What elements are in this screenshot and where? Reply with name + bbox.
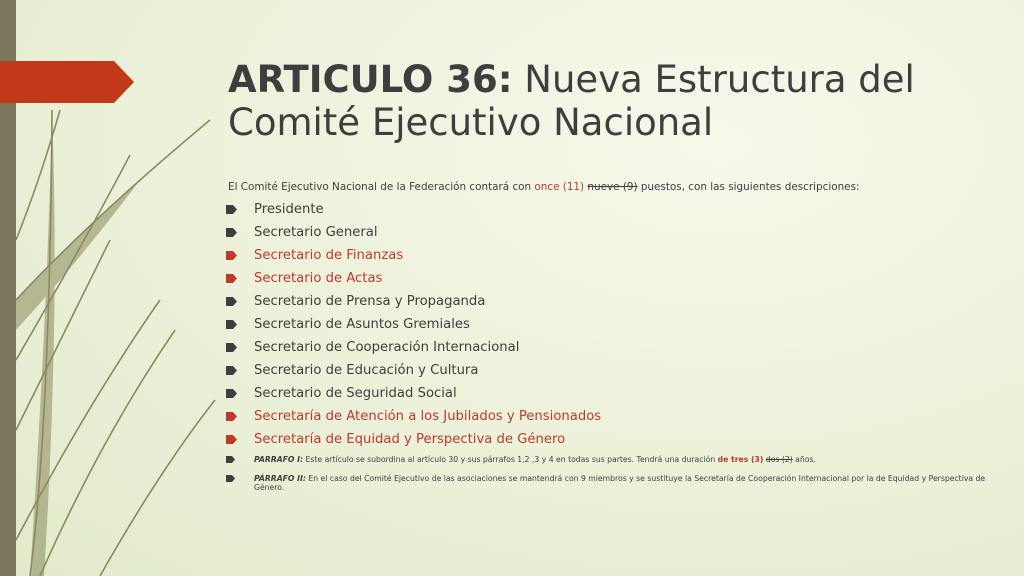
intro-old-count: nueve (9) bbox=[587, 181, 638, 193]
position-item bbox=[226, 198, 601, 221]
position-label: Secretario de Seguridad Social bbox=[254, 386, 457, 401]
position-item bbox=[226, 405, 601, 428]
arrow-bullet-icon bbox=[226, 455, 254, 464]
arrow-bullet-icon bbox=[226, 435, 254, 444]
paragraph-two bbox=[226, 474, 986, 492]
arrow-bullet-icon bbox=[226, 366, 254, 375]
arrow-bullet-icon bbox=[226, 320, 254, 329]
position-label: Secretaría de Atención a los Jubilados y Pensionados bbox=[254, 409, 602, 424]
position-label: Secretario General bbox=[254, 225, 378, 240]
position-item bbox=[226, 267, 601, 290]
position-label: Secretario de Asuntos Gremiales bbox=[254, 317, 470, 332]
title-accent-arrow bbox=[0, 61, 136, 103]
arrow-bullet-icon bbox=[226, 389, 254, 398]
positions-list bbox=[226, 198, 601, 451]
paragraph-one-text-before: Este artículo se subordina al artículo 30 y sus párrafos 1,2 ,3 y 4 en todas sus partes. Tendrá una duración bbox=[303, 455, 718, 464]
arrow-bullet-icon bbox=[226, 343, 254, 352]
arrow-bullet-icon bbox=[226, 251, 254, 260]
paragraph-one-label: PARRAFO I: bbox=[254, 455, 304, 464]
position-label: Secretario de Educación y Cultura bbox=[254, 363, 479, 378]
position-item bbox=[226, 336, 601, 359]
position-item bbox=[226, 359, 601, 382]
position-label: Presidente bbox=[254, 202, 324, 217]
arrow-bullet-icon bbox=[226, 274, 254, 283]
paragraph-one-old-duration: dos (2) bbox=[765, 455, 793, 464]
arrow-bullet-icon bbox=[226, 474, 254, 492]
paragraph-one bbox=[226, 455, 986, 464]
arrow-bullet-icon bbox=[226, 297, 254, 306]
intro-before: El Comité Ejecutivo Nacional de la Federación contará con bbox=[228, 181, 535, 193]
intro-after: puestos, con las siguientes descripciones: bbox=[637, 181, 860, 193]
position-label: Secretario de Cooperación Internacional bbox=[254, 340, 520, 355]
slide-title bbox=[228, 58, 988, 144]
paragraph-two-label: PÁRRAFO II: bbox=[254, 474, 306, 483]
position-label: Secretario de Prensa y Propaganda bbox=[254, 294, 486, 309]
arrow-bullet-icon bbox=[226, 205, 254, 214]
arrow-bullet-icon bbox=[226, 228, 254, 237]
position-label: Secretaría de Equidad y Perspectiva de Género bbox=[254, 432, 566, 447]
paragraph-one-new-duration: de tres (3) bbox=[717, 455, 764, 464]
intro-new-count: once (11) bbox=[534, 181, 585, 193]
position-item bbox=[226, 313, 601, 336]
position-item bbox=[226, 290, 601, 313]
position-item bbox=[226, 244, 601, 267]
title-bold: ARTICULO 36: bbox=[228, 58, 513, 101]
position-item bbox=[226, 428, 601, 451]
paragraph-two-text: En el caso del Comité Ejecutivo de las asociaciones se mantendrá con 9 miembros y se sustituye la Secretaría de Cooperación Internacional por la de Equidad y Perspectiva de Género. bbox=[254, 474, 986, 492]
paragraph-one-text-after: años. bbox=[792, 455, 816, 464]
title-rest: Nueva Estructura del Comité Ejecutivo Nacional bbox=[228, 58, 915, 144]
intro-text bbox=[228, 181, 988, 193]
position-label: Secretario de Actas bbox=[254, 271, 383, 286]
position-label: Secretario de Finanzas bbox=[254, 248, 404, 263]
position-item bbox=[226, 382, 601, 405]
position-item bbox=[226, 221, 601, 244]
arrow-bullet-icon bbox=[226, 412, 254, 421]
